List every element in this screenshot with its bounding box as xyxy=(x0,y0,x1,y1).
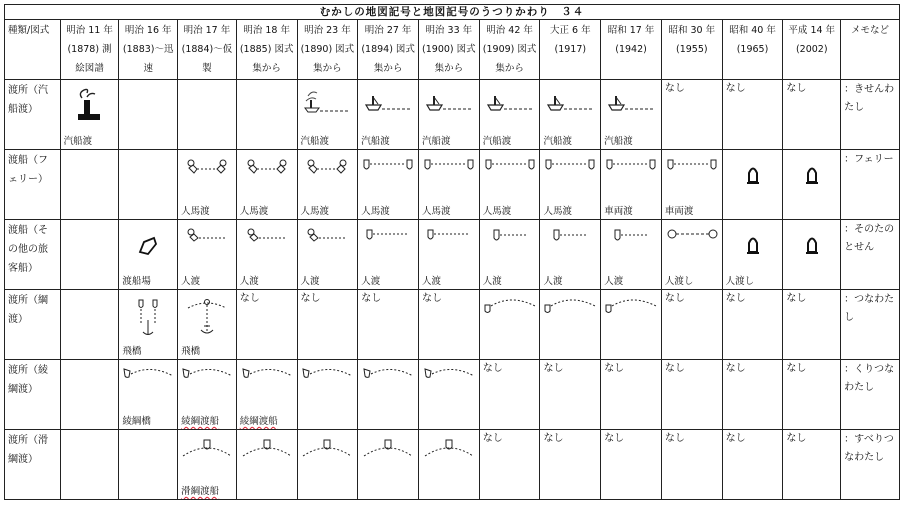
ferry-old-icon xyxy=(237,156,297,200)
symbol-cell xyxy=(297,220,358,290)
symbol-cell xyxy=(358,220,419,290)
symbol-cell xyxy=(236,290,297,360)
column-header: 昭和 30 年(1955) xyxy=(661,20,722,80)
symbol-cell xyxy=(722,150,783,220)
symbol-table xyxy=(4,4,900,500)
symbol-cell xyxy=(236,150,297,220)
arc-boat-icon xyxy=(358,366,418,410)
row-label xyxy=(5,430,61,500)
none-text: なし xyxy=(725,363,746,374)
none-text: なし xyxy=(725,83,746,94)
symbol-cell xyxy=(60,290,119,360)
none-text: なし xyxy=(604,363,625,374)
symbol-cell xyxy=(540,290,601,360)
symbol-cell xyxy=(783,290,841,360)
symbol-cell xyxy=(297,290,358,360)
symbol-cell xyxy=(178,80,237,150)
symbol-cell xyxy=(178,360,237,430)
symbol-cell xyxy=(60,360,119,430)
ferry-line-icon xyxy=(480,156,540,200)
boat-icon xyxy=(358,86,418,130)
symbol-cell xyxy=(783,220,841,290)
symbol-cell xyxy=(119,290,178,360)
symbol-cell xyxy=(418,150,479,220)
symbol-cell xyxy=(783,430,841,500)
symbol-cell xyxy=(601,220,662,290)
none-text: なし xyxy=(361,293,382,304)
ferry-line-icon xyxy=(601,156,661,200)
symbol-caption: 人渡 xyxy=(421,276,441,287)
column-header: 明治 17 年(1884)～仮製 xyxy=(178,20,237,80)
ferry-line-icon xyxy=(358,156,418,200)
memo-cell xyxy=(841,290,900,360)
symbol-cell xyxy=(540,80,601,150)
symbol-cell xyxy=(119,150,178,220)
row-label xyxy=(5,80,61,150)
symbol-caption: 人渡し xyxy=(725,276,755,287)
symbol-caption: 人馬渡 xyxy=(543,206,572,217)
column-header: 種類/図式 xyxy=(5,20,61,80)
symbol-cell xyxy=(661,220,722,290)
symbol-cell xyxy=(661,150,722,220)
symbol-caption: 人馬渡 xyxy=(482,206,512,217)
symbol-caption: 滑綱渡船 xyxy=(181,486,220,497)
memo-cell xyxy=(841,150,900,220)
row-label-text: 渡所（綱渡） xyxy=(8,295,48,325)
symbol-caption: 汽船渡 xyxy=(300,136,330,147)
memo-text: ：きせんわたし xyxy=(844,84,895,113)
symbol-cell xyxy=(601,430,662,500)
row-label-text: 渡所（汽船渡） xyxy=(8,85,48,115)
boat-icon xyxy=(540,86,600,130)
symbol-cell xyxy=(60,80,119,150)
symbol-cell xyxy=(479,360,540,430)
memo-text: ：すべりつなわたし xyxy=(844,434,894,463)
symbol-cell xyxy=(178,290,237,360)
none-text: なし xyxy=(725,433,746,444)
page-title: むかしの地図記号と地図記号のうつりかわり ３４ xyxy=(5,5,900,20)
table-row xyxy=(5,430,900,500)
pentagon-icon xyxy=(119,234,177,278)
row-label-text: 渡所（綾綱渡） xyxy=(8,365,48,395)
shoe-icon xyxy=(480,226,540,270)
boat-icon xyxy=(419,86,479,130)
symbol-cell xyxy=(783,360,841,430)
memo-text: ：そのたのとせん xyxy=(844,224,895,253)
symbol-caption: 人渡 xyxy=(543,276,563,287)
boat-icon xyxy=(480,86,540,130)
symbol-cell xyxy=(479,80,540,150)
symbol-cell xyxy=(479,290,540,360)
table-row xyxy=(5,80,900,150)
symbol-caption: 車両渡 xyxy=(604,206,633,217)
table-row xyxy=(5,360,900,430)
symbol-cell xyxy=(661,360,722,430)
symbol-caption: 渡船場 xyxy=(122,276,151,287)
symbol-cell xyxy=(178,430,237,500)
shoe-icon xyxy=(601,226,661,270)
column-header: 明治 18 年(1885) 図式集から xyxy=(236,20,297,80)
symbol-cell xyxy=(540,430,601,500)
circle-line-icon xyxy=(662,226,722,270)
symbol-caption: 飛橋 xyxy=(122,346,142,357)
arc-icon xyxy=(601,296,661,340)
symbol-caption: 人馬渡 xyxy=(181,206,210,217)
symbol-cell xyxy=(60,150,119,220)
symbol-caption: 人渡 xyxy=(239,276,259,287)
column-header: 明治 16 年(1883)～迅速 xyxy=(119,20,178,80)
arc-center-icon xyxy=(358,436,418,480)
symbol-cell xyxy=(297,430,358,500)
symbol-cell xyxy=(783,150,841,220)
symbol-cell xyxy=(722,220,783,290)
table-row xyxy=(5,150,900,220)
none-text: なし xyxy=(786,83,807,94)
symbol-cell xyxy=(236,220,297,290)
column-header: 明治 33 年(1900) 図式集から xyxy=(418,20,479,80)
arc-center-icon xyxy=(178,436,236,480)
row-label xyxy=(5,360,61,430)
header-row xyxy=(5,20,900,80)
boat-icon xyxy=(601,86,661,130)
symbol-caption: 飛橋 xyxy=(181,346,201,357)
none-text: なし xyxy=(725,293,746,304)
symbol-cell xyxy=(722,80,783,150)
row-label xyxy=(5,220,61,290)
symbol-cell xyxy=(418,220,479,290)
symbol-cell xyxy=(60,220,119,290)
single-line-icon xyxy=(358,226,418,270)
symbol-cell xyxy=(479,220,540,290)
arc-boat-icon xyxy=(119,366,177,410)
symbol-cell xyxy=(479,430,540,500)
symbol-caption: 車両渡 xyxy=(664,206,694,217)
none-text: なし xyxy=(786,293,807,304)
symbol-cell xyxy=(178,220,237,290)
memo-cell xyxy=(841,430,900,500)
ferry-line-icon xyxy=(540,156,600,200)
symbol-cell xyxy=(119,360,178,430)
column-header: 明治 23 年(1890) 図式集から xyxy=(297,20,358,80)
symbol-cell xyxy=(661,290,722,360)
symbol-cell xyxy=(60,430,119,500)
symbol-cell xyxy=(119,80,178,150)
none-text: なし xyxy=(786,363,807,374)
symbol-cell xyxy=(783,80,841,150)
bell-icon xyxy=(723,234,783,278)
arc-boat-icon xyxy=(237,366,297,410)
symbol-cell xyxy=(358,80,419,150)
rope-anchor-icon xyxy=(119,296,177,340)
table-row xyxy=(5,290,900,360)
symbol-cell xyxy=(297,150,358,220)
symbol-cell xyxy=(540,150,601,220)
arc-center-icon xyxy=(419,436,479,480)
column-header: 平成 14 年(2002) xyxy=(783,20,841,80)
none-text: なし xyxy=(543,363,564,374)
row-label-text: 渡所（滑綱渡） xyxy=(8,435,48,465)
symbol-caption: 人馬渡 xyxy=(421,206,451,217)
symbol-cell xyxy=(601,360,662,430)
symbol-cell xyxy=(178,150,237,220)
symbol-caption: 汽船渡 xyxy=(63,136,93,147)
symbol-cell xyxy=(236,80,297,150)
symbol-caption: 人馬渡 xyxy=(361,206,390,217)
column-header: 明治 11 年(1878) 測絵図譜 xyxy=(60,20,119,80)
symbol-caption: 汽船渡 xyxy=(543,136,572,147)
ferry-old-icon xyxy=(178,156,236,200)
symbol-cell xyxy=(601,80,662,150)
none-text: なし xyxy=(664,363,685,374)
memo-cell xyxy=(841,80,900,150)
symbol-cell xyxy=(297,80,358,150)
memo-text: ：つなわたし xyxy=(844,294,895,323)
column-header: 昭和 40 年(1965) xyxy=(722,20,783,80)
symbol-cell xyxy=(236,360,297,430)
shoe-icon xyxy=(540,226,600,270)
symbol-cell xyxy=(236,430,297,500)
symbol-caption: 綾綱橋 xyxy=(122,416,151,427)
symbol-cell xyxy=(661,80,722,150)
symbol-cell xyxy=(418,290,479,360)
arc-center-icon xyxy=(237,436,297,480)
bell-icon xyxy=(783,234,840,278)
none-text: なし xyxy=(482,363,503,374)
symbol-caption: 人馬渡 xyxy=(300,206,330,217)
arc-boat-icon xyxy=(178,366,236,410)
arc-boat-icon xyxy=(419,366,479,410)
row-label xyxy=(5,150,61,220)
none-text: なし xyxy=(300,293,321,304)
arc-boat-icon xyxy=(298,366,358,410)
document-page xyxy=(4,4,900,500)
symbol-cell xyxy=(418,430,479,500)
symbol-cell xyxy=(601,290,662,360)
column-header: 昭和 17 年(1942) xyxy=(601,20,662,80)
symbol-cell xyxy=(358,150,419,220)
none-text: なし xyxy=(786,433,807,444)
symbol-caption: 人馬渡 xyxy=(239,206,269,217)
none-text: なし xyxy=(482,433,503,444)
symbol-cell xyxy=(540,360,601,430)
ferry-line-icon xyxy=(419,156,479,200)
symbol-cell xyxy=(479,150,540,220)
single-old-icon xyxy=(298,226,358,270)
memo-text: ：くりつなわたし xyxy=(844,364,895,393)
rope-anchor2-icon xyxy=(178,296,236,340)
symbol-caption: 人渡 xyxy=(604,276,624,287)
symbol-caption: 人渡 xyxy=(482,276,502,287)
none-text: なし xyxy=(664,83,685,94)
row-label-text: 渡船（フェリー） xyxy=(8,155,48,185)
none-text: なし xyxy=(604,433,625,444)
none-text: なし xyxy=(421,293,442,304)
symbol-caption: 人渡 xyxy=(181,276,201,287)
bell-icon xyxy=(723,164,783,208)
symbol-cell xyxy=(358,430,419,500)
bell-icon xyxy=(783,164,840,208)
title-row xyxy=(5,5,900,20)
symbol-cell xyxy=(661,430,722,500)
none-text: なし xyxy=(664,433,685,444)
symbol-cell xyxy=(119,220,178,290)
memo-text: ：フェリー xyxy=(844,154,894,165)
symbol-cell xyxy=(540,220,601,290)
single-line-icon xyxy=(419,226,479,270)
row-label xyxy=(5,290,61,360)
symbol-cell xyxy=(418,360,479,430)
memo-cell xyxy=(841,220,900,290)
symbol-caption: 人渡し xyxy=(664,276,694,287)
ferry-old-icon xyxy=(298,156,358,200)
table-row xyxy=(5,220,900,290)
column-header: メモなど xyxy=(841,20,900,80)
arc-icon xyxy=(480,296,540,340)
symbol-caption: 綾綱渡船 xyxy=(181,416,220,427)
symbol-cell xyxy=(297,360,358,430)
none-text: なし xyxy=(664,293,685,304)
symbol-cell xyxy=(119,430,178,500)
symbol-cell xyxy=(722,360,783,430)
symbol-caption: 汽船渡 xyxy=(604,136,633,147)
symbol-caption: 人渡 xyxy=(300,276,320,287)
symbol-cell xyxy=(722,290,783,360)
column-header: 明治 42 年(1909) 図式集から xyxy=(479,20,540,80)
symbol-caption: 汽船渡 xyxy=(361,136,390,147)
symbol-cell xyxy=(601,150,662,220)
symbol-cell xyxy=(418,80,479,150)
symbol-cell xyxy=(722,430,783,500)
single-old-icon xyxy=(237,226,297,270)
steam-factory-icon xyxy=(61,86,119,130)
symbol-cell xyxy=(358,360,419,430)
single-old-icon xyxy=(178,226,236,270)
column-header: 大正 6 年(1917) xyxy=(540,20,601,80)
steamboat-icon xyxy=(298,86,358,130)
symbol-caption: 綾綱渡船 xyxy=(239,416,278,427)
symbol-cell xyxy=(358,290,419,360)
row-label-text: 渡船（その他の旅客船） xyxy=(8,225,48,274)
memo-cell xyxy=(841,360,900,430)
arc-icon xyxy=(540,296,600,340)
none-text: なし xyxy=(239,293,260,304)
symbol-caption: 汽船渡 xyxy=(421,136,451,147)
column-header: 明治 27 年(1894) 図式集から xyxy=(358,20,419,80)
symbol-caption: 人渡 xyxy=(361,276,381,287)
symbol-caption: 汽船渡 xyxy=(482,136,512,147)
ferry-line-icon xyxy=(662,156,722,200)
none-text: なし xyxy=(543,433,564,444)
arc-center-icon xyxy=(298,436,358,480)
